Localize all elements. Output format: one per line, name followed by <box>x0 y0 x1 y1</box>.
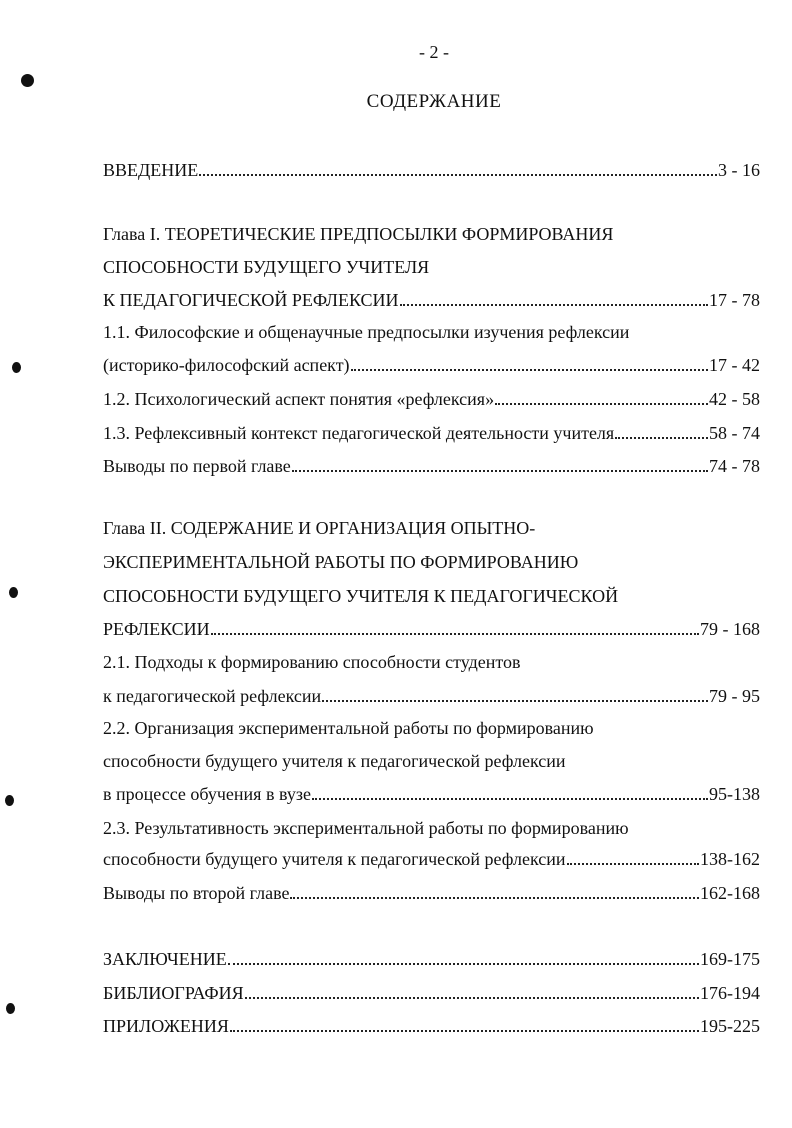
toc-entry-section-1-3[interactable] <box>103 420 760 444</box>
toc-entry-pages: 176-194 <box>700 983 760 1003</box>
toc-entry-conclusion[interactable] <box>103 946 760 970</box>
chapter1-heading-line: СПОСОБНОСТИ БУДУЩЕГО УЧИТЕЛЯ <box>103 257 430 277</box>
leader-dots <box>400 304 708 306</box>
section-2-2-line: 2.2. Организация экспериментальной работы по формированию <box>103 718 594 738</box>
leader-dots <box>351 369 708 371</box>
toc-entry-pages: 74 - 78 <box>709 456 760 476</box>
toc-entry-label: РЕФЛЕКСИИ <box>103 619 210 639</box>
toc-entry-pages: 17 - 42 <box>709 355 760 375</box>
toc-entry-pages: 58 - 74 <box>709 423 760 443</box>
toc-entry-label: в процессе обучения в вузе <box>103 784 311 804</box>
toc-entry-introduction[interactable] <box>103 157 760 181</box>
punch-hole-mark <box>6 1003 15 1014</box>
toc-entry-bibliography[interactable] <box>103 980 760 1004</box>
leader-dots <box>495 403 708 405</box>
toc-entry-label: БИБЛИОГРАФИЯ <box>103 983 244 1003</box>
toc-entry-section-1-1[interactable] <box>103 352 760 376</box>
toc-entry-label: к педагогической рефлексии <box>103 686 322 706</box>
toc-entry-chapter2[interactable] <box>103 616 760 640</box>
leader-dots <box>230 1030 699 1032</box>
toc-entry-pages: 195-225 <box>700 1016 760 1036</box>
toc-entry-section-2-1[interactable] <box>103 683 760 707</box>
punch-hole-mark <box>12 362 21 373</box>
toc-entry-appendices[interactable] <box>103 1013 760 1037</box>
toc-entry-pages: 79 - 168 <box>700 619 760 639</box>
toc-entry-pages: 17 - 78 <box>709 290 760 310</box>
toc-entry-pages: 42 - 58 <box>709 389 760 409</box>
section-2-1-line: 2.1. Подходы к формированию способности студентов <box>103 652 521 672</box>
toc-entry-chapter1-conclusions[interactable] <box>103 453 760 477</box>
leader-dots <box>211 633 699 635</box>
toc-entry-pages: 79 - 95 <box>709 686 760 706</box>
toc-entry-label: Выводы по второй главе <box>103 883 290 903</box>
chapter2-heading-line: СПОСОБНОСТИ БУДУЩЕГО УЧИТЕЛЯ К ПЕДАГОГИЧЕСКОЙ <box>103 586 619 606</box>
toc-entry-label: 1.2. Психологический аспект понятия «рефлексия» <box>103 389 495 409</box>
toc-title: СОДЕРЖАНИЕ <box>366 91 502 112</box>
toc-entry-pages: 169-175 <box>700 949 760 969</box>
leader-dots <box>567 863 700 865</box>
toc-entry-pages: 138-162 <box>700 849 760 869</box>
toc-entry-chapter2-conclusions[interactable] <box>103 880 760 904</box>
toc-entry-pages: 162-168 <box>700 883 760 903</box>
toc-entry-label: Выводы по первой главе <box>103 456 291 476</box>
leader-dots <box>245 997 699 999</box>
leader-dots <box>228 963 699 965</box>
punch-hole-mark <box>9 587 18 598</box>
toc-entry-label: способности будущего учителя к педагогической рефлексии <box>103 849 566 869</box>
toc-entry-label: К ПЕДАГОГИЧЕСКОЙ РЕФЛЕКСИИ <box>103 290 399 310</box>
toc-entry-label: ПРИЛОЖЕНИЯ <box>103 1016 229 1036</box>
toc-entry-section-1-2[interactable] <box>103 386 760 410</box>
leader-dots <box>290 897 699 899</box>
toc-entry-label: (историко-философский аспект) <box>103 355 350 375</box>
leader-dots <box>322 700 708 702</box>
section-2-3-line: 2.3. Результативность экспериментальной работы по формированию <box>103 818 629 838</box>
leader-dots <box>312 798 708 800</box>
chapter2-heading-line: Глава II. СОДЕРЖАНИЕ И ОРГАНИЗАЦИЯ ОПЫТНО- <box>103 518 536 538</box>
page-number: - 2 - <box>419 42 449 62</box>
toc-entry-pages: 3 - 16 <box>718 160 760 180</box>
section-2-2-line: способности будущего учителя к педагогической рефлексии <box>103 751 566 771</box>
section-1-1-line: 1.1. Философские и общенаучные предпосылки изучения рефлексии <box>103 322 630 342</box>
toc-entry-section-2-3[interactable] <box>103 846 760 870</box>
chapter1-heading-line: Глава I. ТЕОРЕТИЧЕСКИЕ ПРЕДПОСЫЛКИ ФОРМИРОВАНИЯ <box>103 224 614 244</box>
leader-dots <box>615 437 708 439</box>
toc-entry-label: ВВЕДЕНИЕ <box>103 160 199 180</box>
toc-entry-chapter1[interactable] <box>103 287 760 311</box>
toc-entry-pages: 95-138 <box>709 784 760 804</box>
chapter2-heading-line: ЭКСПЕРИМЕНТАЛЬНОЙ РАБОТЫ ПО ФОРМИРОВАНИЮ <box>103 552 579 572</box>
punch-hole-mark <box>21 74 34 87</box>
punch-hole-mark <box>5 795 14 806</box>
toc-entry-label: ЗАКЛЮЧЕНИЕ <box>103 949 227 969</box>
toc-entry-label: 1.3. Рефлексивный контекст педагогической деятельности учителя <box>103 423 615 443</box>
toc-entry-section-2-2[interactable] <box>103 781 760 805</box>
leader-dots <box>199 174 717 176</box>
leader-dots <box>292 470 708 472</box>
